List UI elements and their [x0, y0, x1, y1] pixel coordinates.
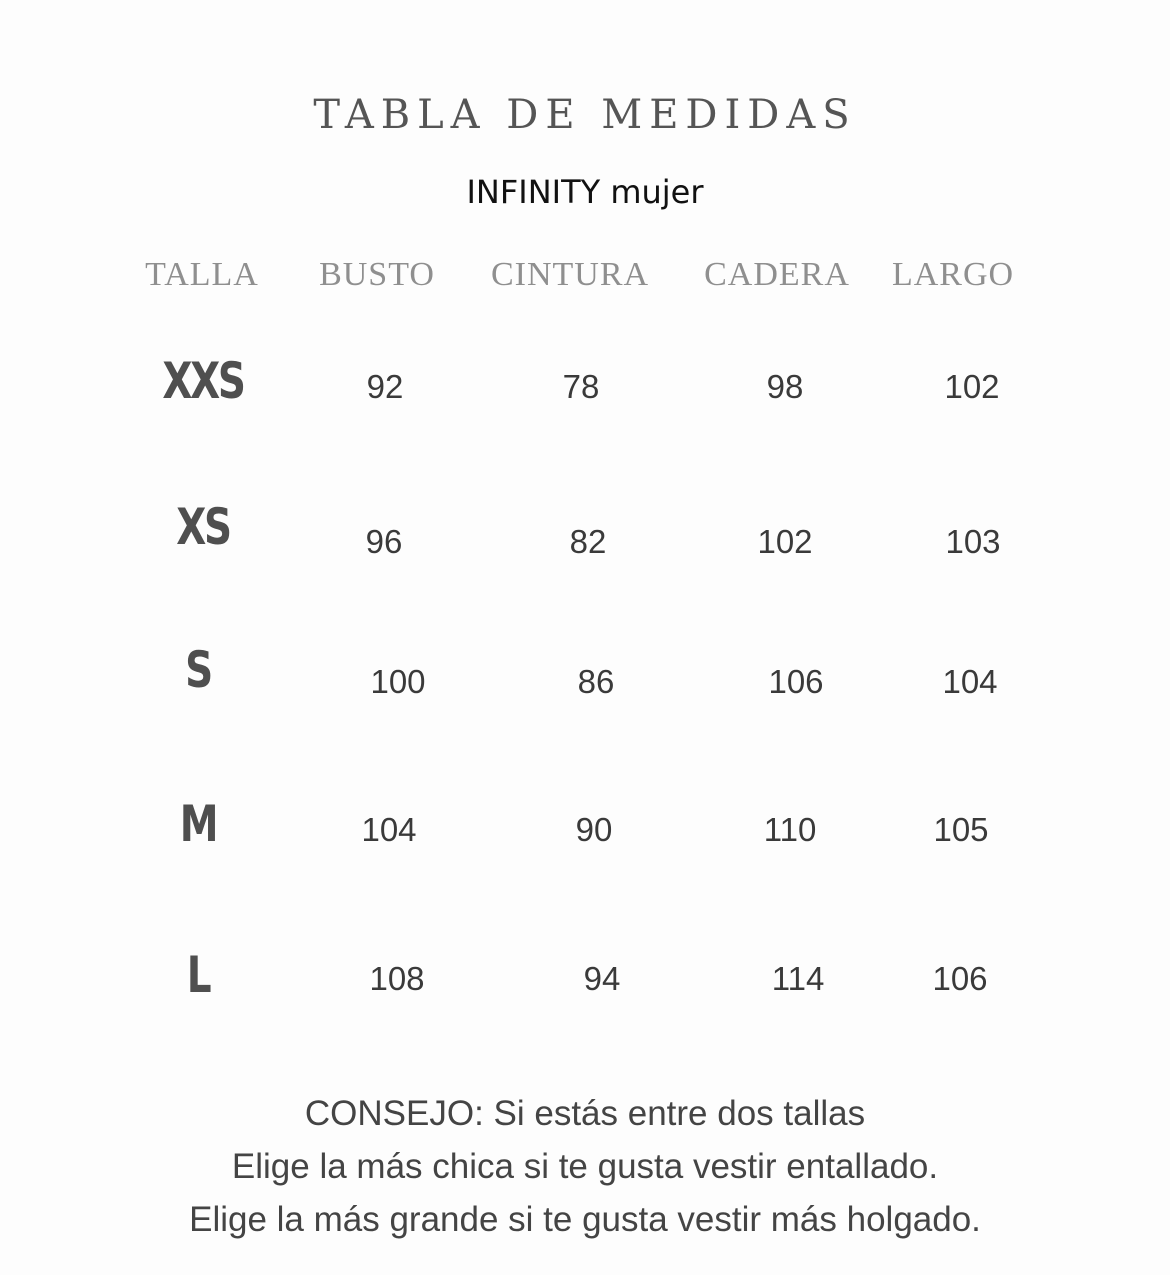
largo-value: 104 [942, 663, 998, 700]
cadera-value: 110 [763, 811, 817, 848]
largo-value: 103 [945, 523, 1001, 560]
cadera-value: 106 [768, 663, 824, 700]
header-busto: BUSTO [319, 256, 435, 293]
busto-value: 92 [366, 368, 404, 405]
cintura-value: 82 [569, 523, 607, 560]
largo-value: 102 [944, 368, 1000, 405]
cintura-value: 90 [575, 811, 613, 848]
cintura-value: 94 [583, 960, 621, 997]
header-cintura: CINTURA [490, 256, 650, 293]
cadera-value: 114 [771, 960, 825, 997]
cadera-value: 102 [757, 523, 813, 560]
header-talla: TALLA [145, 256, 259, 293]
cadera-value: 98 [766, 368, 804, 405]
busto-value: 100 [370, 663, 426, 700]
busto-value: 108 [369, 960, 425, 997]
busto-value: 96 [365, 523, 403, 560]
size-label: XXS [162, 352, 244, 410]
advice-line: Elige la más grande si te gusta vestir más holgado. [189, 1200, 981, 1239]
largo-value: 105 [933, 811, 989, 848]
advice-line: CONSEJO: Si estás entre dos tallas [304, 1094, 866, 1133]
size-label: XS [176, 498, 230, 556]
product-subtitle: INFINITY mujer [466, 173, 704, 211]
size-label: M [179, 795, 217, 853]
size-label: L [186, 946, 210, 1004]
advice-line: Elige la más chica si te gusta vestir entallado. [231, 1147, 939, 1186]
header-cadera: CADERA [704, 256, 850, 293]
header-largo: LARGO [891, 256, 1015, 293]
cintura-value: 86 [577, 663, 615, 700]
size-label: S [185, 641, 211, 699]
busto-value: 104 [361, 811, 417, 848]
largo-value: 106 [932, 960, 988, 997]
cintura-value: 78 [562, 368, 600, 405]
page-title: TABLA DE MEDIDAS [313, 92, 857, 138]
